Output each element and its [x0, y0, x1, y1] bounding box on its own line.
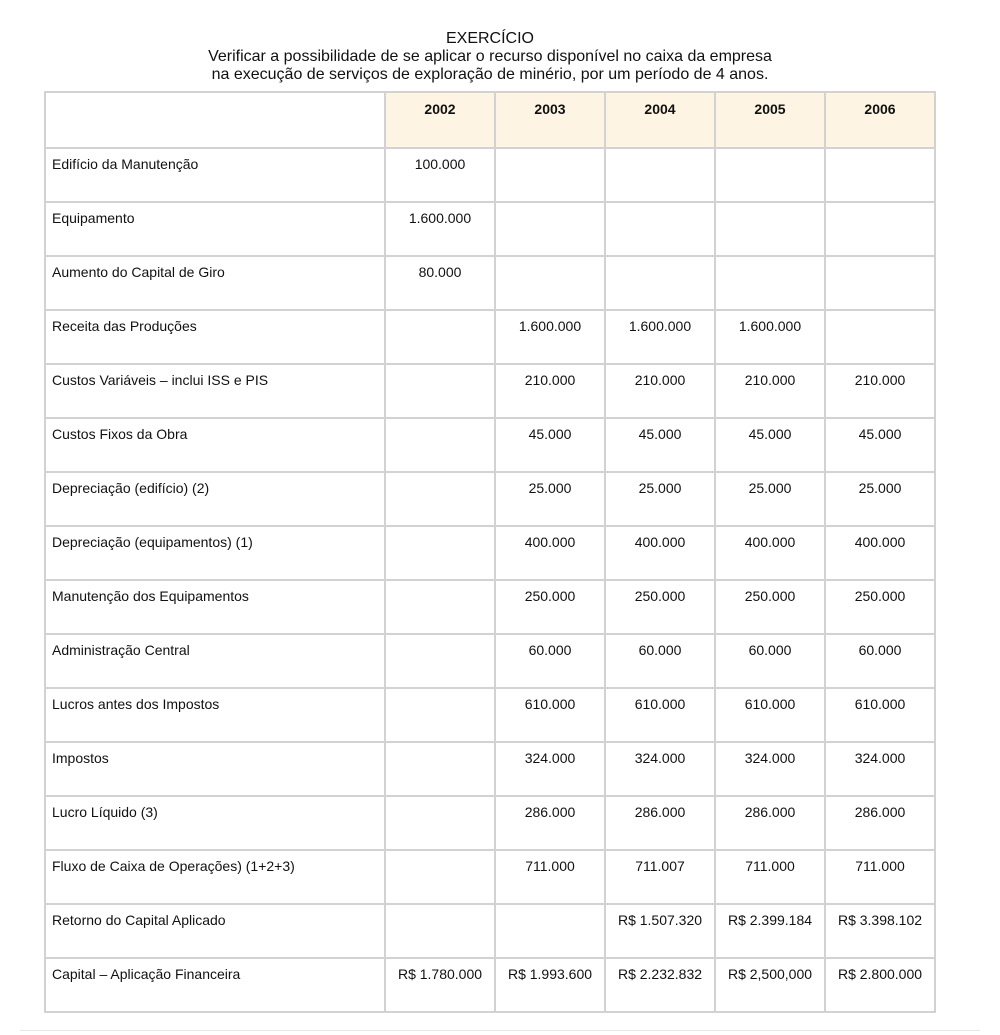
- value-cell: 711.000: [495, 850, 605, 904]
- value-cell: 25.000: [825, 472, 935, 526]
- value-cell: 100.000: [385, 148, 495, 202]
- row-label: Equipamento: [45, 202, 385, 256]
- year-header: 2003: [495, 92, 605, 148]
- value-cell: [385, 310, 495, 364]
- row-label: Fluxo de Caixa de Operações) (1+2+3): [45, 850, 385, 904]
- year-header: 2004: [605, 92, 715, 148]
- value-cell: [495, 904, 605, 958]
- value-cell: [385, 580, 495, 634]
- value-cell: [385, 850, 495, 904]
- value-cell: 45.000: [715, 418, 825, 472]
- row-label: Edifício da Manutenção: [45, 148, 385, 202]
- value-cell: [825, 256, 935, 310]
- value-cell: 210.000: [495, 364, 605, 418]
- value-cell: 711.007: [605, 850, 715, 904]
- value-cell: 1.600.000: [495, 310, 605, 364]
- value-cell: R$ 1.993.600: [495, 958, 605, 1012]
- title-block: [0, 30, 980, 84]
- value-cell: 60.000: [715, 634, 825, 688]
- table-row: [45, 904, 935, 958]
- value-cell: [385, 418, 495, 472]
- value-cell: 25.000: [715, 472, 825, 526]
- value-cell: R$ 2.800.000: [825, 958, 935, 1012]
- row-label: Capital – Aplicação Financeira: [45, 958, 385, 1012]
- value-cell: 286.000: [825, 796, 935, 850]
- page-title: EXERCÍCIO: [445, 30, 534, 47]
- table-row: [45, 202, 935, 256]
- table-row: [45, 526, 935, 580]
- value-cell: [825, 202, 935, 256]
- value-cell: 324.000: [715, 742, 825, 796]
- value-cell: [495, 256, 605, 310]
- value-cell: [385, 364, 495, 418]
- row-label: Lucros antes dos Impostos: [45, 688, 385, 742]
- value-cell: [605, 148, 715, 202]
- value-cell: 610.000: [825, 688, 935, 742]
- value-cell: 210.000: [715, 364, 825, 418]
- row-label: Custos Fixos da Obra: [45, 418, 385, 472]
- value-cell: 45.000: [605, 418, 715, 472]
- value-cell: 250.000: [825, 580, 935, 634]
- value-cell: [385, 526, 495, 580]
- value-cell: R$ 3.398.102: [825, 904, 935, 958]
- row-label: Lucro Líquido (3): [45, 796, 385, 850]
- year-header: 2002: [385, 92, 495, 148]
- value-cell: 25.000: [495, 472, 605, 526]
- value-cell: [385, 742, 495, 796]
- row-label: Impostos: [45, 742, 385, 796]
- value-cell: 250.000: [495, 580, 605, 634]
- value-cell: 1.600.000: [385, 202, 495, 256]
- row-label: Depreciação (equipamentos) (1): [45, 526, 385, 580]
- table-row: [45, 472, 935, 526]
- row-label: Manutenção dos Equipamentos: [45, 580, 385, 634]
- value-cell: [605, 256, 715, 310]
- value-cell: 250.000: [605, 580, 715, 634]
- value-cell: 45.000: [825, 418, 935, 472]
- value-cell: [825, 148, 935, 202]
- value-cell: 400.000: [715, 526, 825, 580]
- year-header: 2005: [715, 92, 825, 148]
- value-cell: 400.000: [825, 526, 935, 580]
- table-row: [45, 796, 935, 850]
- value-cell: 400.000: [495, 526, 605, 580]
- table-row: [45, 364, 935, 418]
- row-label: Custos Variáveis – inclui ISS e PIS: [45, 364, 385, 418]
- value-cell: 711.000: [715, 850, 825, 904]
- value-cell: R$ 2.399.184: [715, 904, 825, 958]
- subtitle-line-1: Verificar a possibilidade de se aplicar o recurso disponível no caixa da empresa: [208, 48, 772, 65]
- table-row: [45, 418, 935, 472]
- value-cell: [495, 202, 605, 256]
- value-cell: 324.000: [605, 742, 715, 796]
- value-cell: [385, 796, 495, 850]
- value-cell: 286.000: [605, 796, 715, 850]
- table-row: [45, 310, 935, 364]
- value-cell: 210.000: [825, 364, 935, 418]
- table-row: [45, 742, 935, 796]
- table-row: [45, 958, 935, 1012]
- value-cell: 400.000: [605, 526, 715, 580]
- value-cell: [715, 148, 825, 202]
- table-row: [45, 688, 935, 742]
- value-cell: 324.000: [825, 742, 935, 796]
- value-cell: [385, 472, 495, 526]
- value-cell: 610.000: [495, 688, 605, 742]
- value-cell: 60.000: [825, 634, 935, 688]
- subtitle-line-2: na execução de serviços de exploração de minério, por um período de 4 anos.: [211, 66, 769, 83]
- value-cell: [385, 904, 495, 958]
- value-cell: [715, 202, 825, 256]
- row-label: Administração Central: [45, 634, 385, 688]
- value-cell: 25.000: [605, 472, 715, 526]
- value-cell: [825, 310, 935, 364]
- bottom-divider: [20, 1030, 980, 1031]
- value-cell: [385, 688, 495, 742]
- value-cell: 45.000: [495, 418, 605, 472]
- value-cell: 60.000: [605, 634, 715, 688]
- value-cell: 610.000: [605, 688, 715, 742]
- row-label: Receita das Produções: [45, 310, 385, 364]
- table-row: [45, 850, 935, 904]
- row-label: Depreciação (edifício) (2): [45, 472, 385, 526]
- value-cell: [715, 256, 825, 310]
- value-cell: R$ 1.507.320: [605, 904, 715, 958]
- table-row: [45, 256, 935, 310]
- value-cell: 60.000: [495, 634, 605, 688]
- value-cell: 80.000: [385, 256, 495, 310]
- value-cell: R$ 2,500,000: [715, 958, 825, 1012]
- value-cell: 286.000: [495, 796, 605, 850]
- value-cell: 1.600.000: [715, 310, 825, 364]
- value-cell: 711.000: [825, 850, 935, 904]
- corner-cell: [45, 92, 385, 148]
- row-label: Retorno do Capital Aplicado: [45, 904, 385, 958]
- row-label: Aumento do Capital de Giro: [45, 256, 385, 310]
- value-cell: 610.000: [715, 688, 825, 742]
- cash-flow-table: [44, 91, 936, 1013]
- value-cell: 250.000: [715, 580, 825, 634]
- value-cell: [495, 148, 605, 202]
- value-cell: 324.000: [495, 742, 605, 796]
- value-cell: 1.600.000: [605, 310, 715, 364]
- value-cell: 210.000: [605, 364, 715, 418]
- table-row: [45, 580, 935, 634]
- header-row: [45, 92, 935, 148]
- year-header: 2006: [825, 92, 935, 148]
- value-cell: R$ 2.232.832: [605, 958, 715, 1012]
- table-row: [45, 148, 935, 202]
- value-cell: R$ 1.780.000: [385, 958, 495, 1012]
- value-cell: [385, 634, 495, 688]
- value-cell: [605, 202, 715, 256]
- value-cell: 286.000: [715, 796, 825, 850]
- table-row: [45, 634, 935, 688]
- table-body: [45, 148, 935, 1012]
